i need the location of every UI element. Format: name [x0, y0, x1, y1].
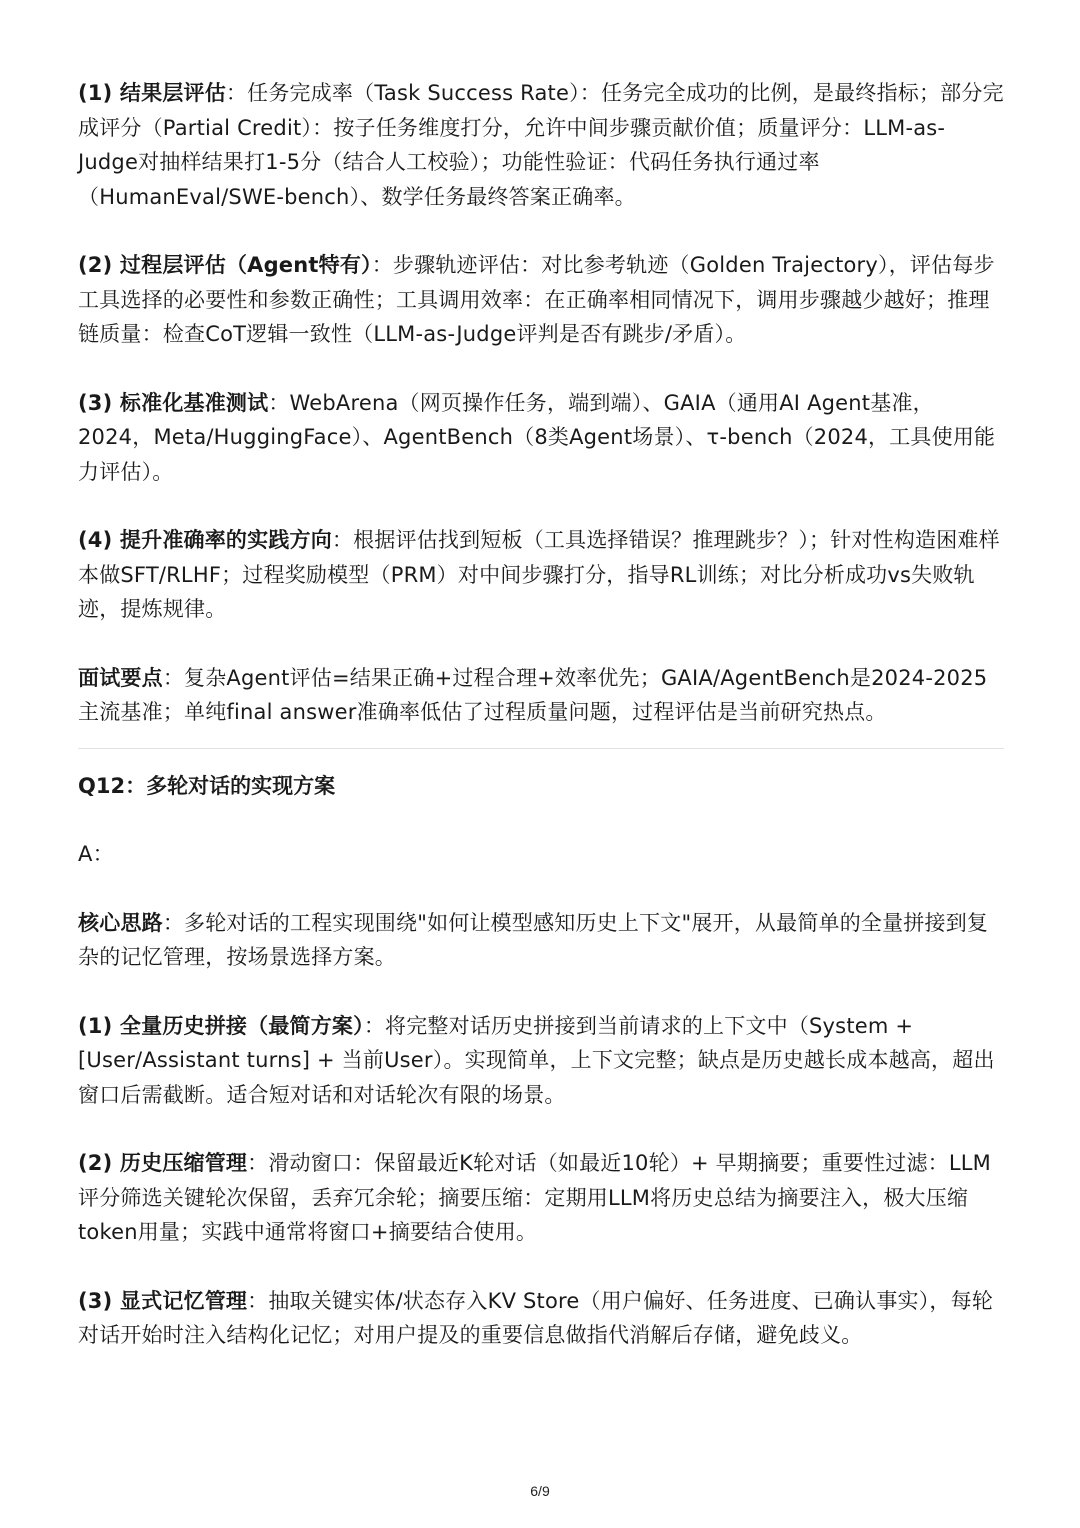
section-divider	[78, 748, 1004, 749]
paragraph-result-eval	[78, 76, 1004, 214]
paragraph-text: ：抽取关键实体/状态存入KV Store（用户偏好、任务进度、已确认事实），每轮对话开始时注入结构化记忆；对用户提及的重要信息做指代消解后存储，避免歧义。	[78, 1288, 994, 1347]
paragraph-core-idea	[78, 906, 1004, 975]
paragraph-label: (3) 标准化基准测试	[78, 390, 269, 415]
paragraph-interview-points	[78, 661, 1004, 730]
paragraph-text: ：复杂Agent评估=结果正确+过程合理+效率优先；GAIA/AgentBench是2024-2025主流基准；单纯final answer准确率低估了过程质量问题，过程评估是当前研究热点。	[78, 665, 988, 724]
question-title: Q12：多轮对话的实现方案	[78, 773, 336, 798]
paragraph-process-eval	[78, 248, 1004, 352]
paragraph-text: ：多轮对话的工程实现围绕"如何让模型感知历史上下文"展开，从最简单的全量拼接到复杂的记忆管理，按场景选择方案。	[78, 910, 989, 969]
paragraph-text: ：WebArena（网页操作任务，端到端）、GAIA（通用AI Agent基准，2024，Meta/HuggingFace）、AgentBench（8类Agent场景）、τ-bench（2024，工具使用能力评估）。	[78, 390, 996, 484]
answer-prefix: A：	[78, 842, 114, 866]
page-number: 6/9	[530, 1483, 550, 1499]
paragraph-label: (3) 显式记忆管理	[78, 1288, 248, 1313]
paragraph-label: (1) 结果层评估	[78, 81, 226, 105]
paragraph-label: (2) 历史压缩管理	[78, 1151, 248, 1175]
paragraph-text: ：任务完成率（Task Success Rate）：任务完全成功的比例，是最终指标；部分完成评分（Partial Credit）：按子任务维度打分，允许中间步骤贡献价值；质量评分：LLM-as-Judge对抽样结果打1-5分（结合人工校验）；功能性验证：代码任务执行通过率（HumanEval/SWE-bench）、数学任务最终答案正确率。	[78, 81, 1004, 209]
paragraph-accuracy-practice	[78, 523, 1004, 627]
paragraph-history-compression	[78, 1146, 1004, 1250]
paragraph-label: (2) 过程层评估（Agent特有）	[78, 253, 372, 277]
paragraph-text: ：根据评估找到短板（工具选择错误？推理跳步？）；针对性构造困难样本做SFT/RLHF；过程奖励模型（PRM）对中间步骤打分，指导RL训练；对比分析成功vs失败轨迹，提炼规律。	[78, 528, 1000, 621]
paragraph-label: 核心思路	[78, 910, 163, 935]
paragraph-label: 面试要点	[78, 665, 163, 690]
paragraph-text: ：将完整对话历史拼接到当前请求的上下文中（System + [User/Assistant turns] + 当前User）。实现简单，上下文完整；缺点是历史越长成本越高，超出窗口后需截断。适合短对话和对话轮次有限的场景。	[78, 1013, 995, 1107]
paragraph-full-history	[78, 1009, 1004, 1113]
paragraph-label: (4) 提升准确率的实践方向	[78, 528, 332, 552]
paragraph-text: ：步骤轨迹评估：对比参考轨迹（Golden Trajectory），评估每步工具选择的必要性和参数正确性；工具调用效率：在正确率相同情况下，调用步骤越少越好；推理链质量：检查CoT逻辑一致性（LLM-as-Judge评判是否有跳步/矛盾）。	[78, 253, 995, 346]
paragraph-benchmarks	[78, 386, 1004, 490]
paragraph-label: (1) 全量历史拼接（最简方案）	[78, 1013, 364, 1038]
paragraph-text: ：滑动窗口：保留最近K轮对话（如最近10轮）+ 早期摘要；重要性过滤：LLM评分筛选关键轮次保留，丢弃冗余轮；摘要压缩：定期用LLM将历史总结为摘要注入，极大压缩token用量；实践中通常将窗口+摘要结合使用。	[78, 1151, 992, 1244]
document-page	[78, 76, 1004, 1387]
paragraph-explicit-memory	[78, 1284, 1004, 1353]
